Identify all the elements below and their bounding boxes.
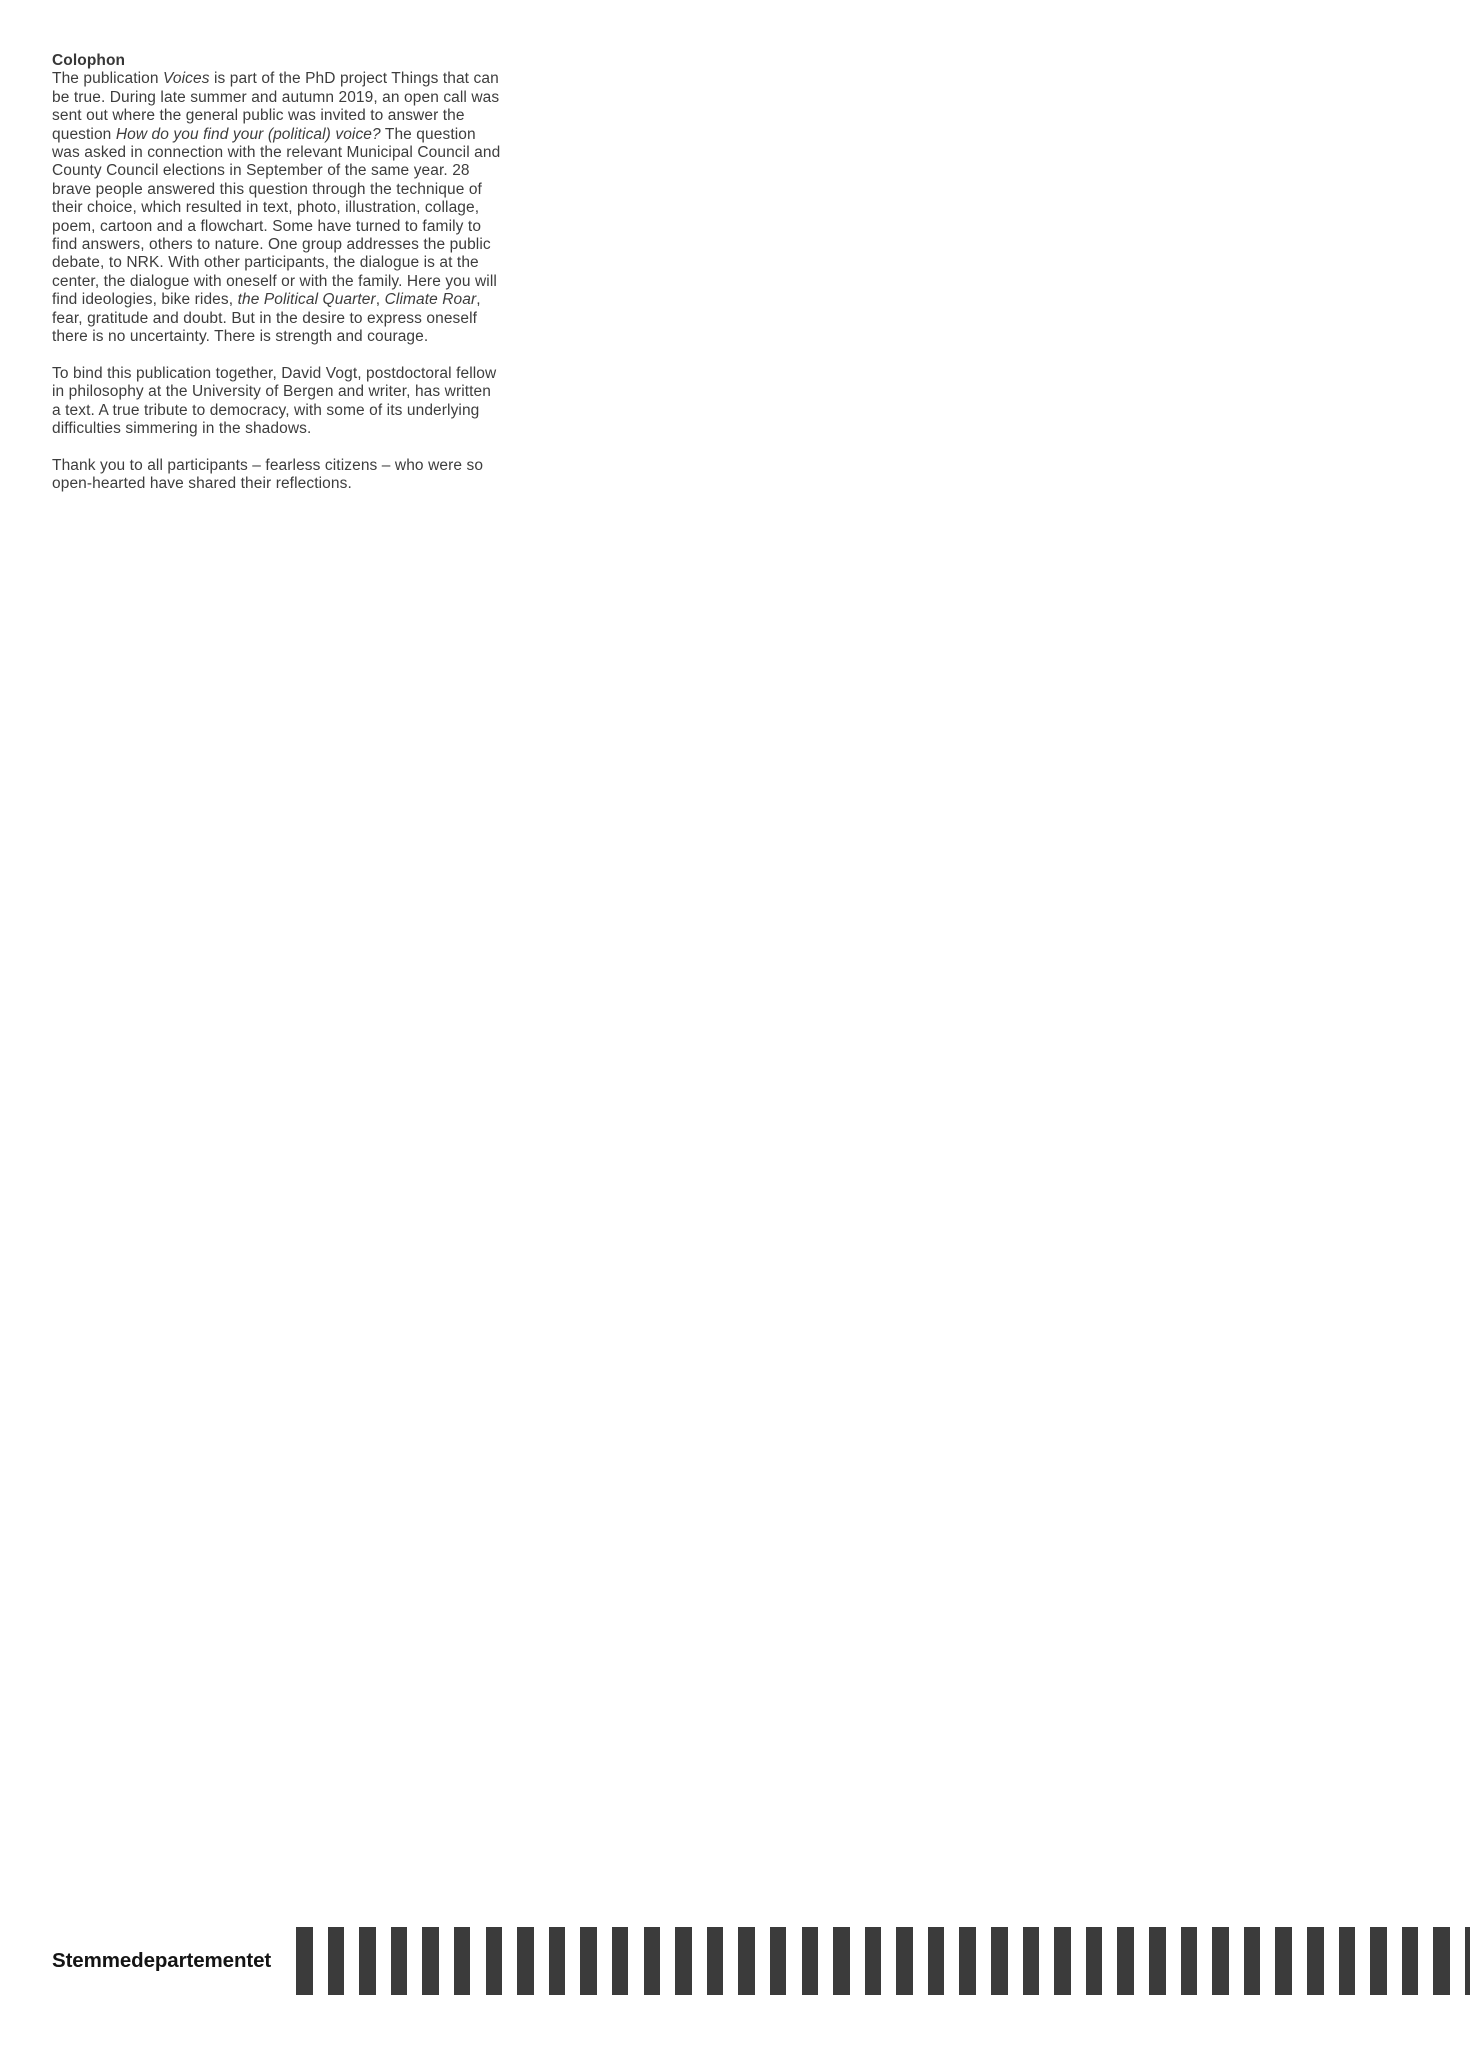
colophon-paragraphs	[52, 70, 502, 493]
text-run: , fear, gratitude and doubt. But in the desire to express oneself there is no uncertainty. There is strength and courage.	[52, 291, 481, 346]
text-run: ,	[375, 291, 385, 309]
barcode-bar	[896, 1927, 913, 1995]
text-run: Thank you to all participants – fearless citizens – who were so open-hearted have shared their reflections.	[52, 456, 484, 493]
barcode-bar	[1370, 1927, 1387, 1995]
barcode-bar	[549, 1927, 566, 1995]
barcode-bar	[391, 1927, 408, 1995]
barcode-bar	[517, 1927, 534, 1995]
barcode-bar	[991, 1927, 1008, 1995]
text-run-italic: Voices	[163, 70, 210, 88]
colophon-section	[52, 52, 502, 494]
barcode-bar	[707, 1927, 724, 1995]
text-run-italic: Climate Roar	[384, 291, 477, 309]
text-run: is part of the PhD project Things that can be true. During late summer and autumn 2019, an open call was sent out where the general public was invited to answer the question	[52, 70, 500, 143]
barcode-bar	[675, 1927, 692, 1995]
barcode-bar	[1181, 1927, 1198, 1995]
barcode-bar	[486, 1927, 503, 1995]
barcode-bar	[328, 1927, 345, 1995]
barcode-bar	[833, 1927, 850, 1995]
text-run: The publication	[52, 70, 164, 88]
text-run-italic: the Political Quarter	[237, 291, 376, 309]
barcode-bar	[359, 1927, 376, 1995]
barcode-bar	[1307, 1927, 1324, 1995]
barcode-bar	[928, 1927, 945, 1995]
barcode-bar	[422, 1927, 439, 1995]
barcode-bar	[580, 1927, 597, 1995]
colophon-paragraph	[52, 70, 502, 346]
barcode-bar	[802, 1927, 819, 1995]
barcode-bar	[865, 1927, 882, 1995]
text-run: The question was asked in connection with the relevant Municipal Council and County Council elections in September of the same year. 28 brave people answered this question through the technique of their choice, which resulted in text, photo, illustration, collage, poem, cartoon and a flowchart. Some have turned to family to find answers, others to nature. One group addresses the public debate, to NRK. With other participants, the dialogue is at the center, the dialogue with oneself or with the family. Here you will find ideologies, bike rides,	[52, 125, 501, 309]
barcode-bar	[1023, 1927, 1040, 1995]
barcode-bar	[1465, 1927, 1470, 1995]
barcode	[296, 1927, 1470, 1995]
barcode-bar	[1212, 1927, 1229, 1995]
barcode-bar	[1275, 1927, 1292, 1995]
colophon-paragraph	[52, 457, 502, 494]
barcode-bar	[1339, 1927, 1356, 1995]
colophon-paragraph	[52, 365, 502, 439]
colophon-heading: Colophon	[52, 52, 126, 69]
text-run-italic: How do you find your (political) voice?	[115, 125, 381, 143]
barcode-bar	[296, 1927, 313, 1995]
footer	[0, 1927, 1470, 1995]
barcode-bar	[1086, 1927, 1103, 1995]
barcode-bar	[1402, 1927, 1419, 1995]
barcode-bar	[644, 1927, 661, 1995]
barcode-bar	[1054, 1927, 1071, 1995]
barcode-bar	[738, 1927, 755, 1995]
barcode-bar	[770, 1927, 787, 1995]
barcode-bar	[612, 1927, 629, 1995]
barcode-bar	[1149, 1927, 1166, 1995]
barcode-bar	[959, 1927, 976, 1995]
brand-wordmark: Stemmedepartementet	[52, 1949, 272, 1972]
barcode-bar	[454, 1927, 471, 1995]
barcode-bar	[1244, 1927, 1261, 1995]
barcode-bar	[1433, 1927, 1450, 1995]
text-run: To bind this publication together, David Vogt, postdoctoral fellow in philosophy at the University of Bergen and writer, has written a text. A true tribute to democracy, with some of its underlying difficulties simmering in the shadows.	[52, 364, 497, 438]
barcode-bar	[1117, 1927, 1134, 1995]
